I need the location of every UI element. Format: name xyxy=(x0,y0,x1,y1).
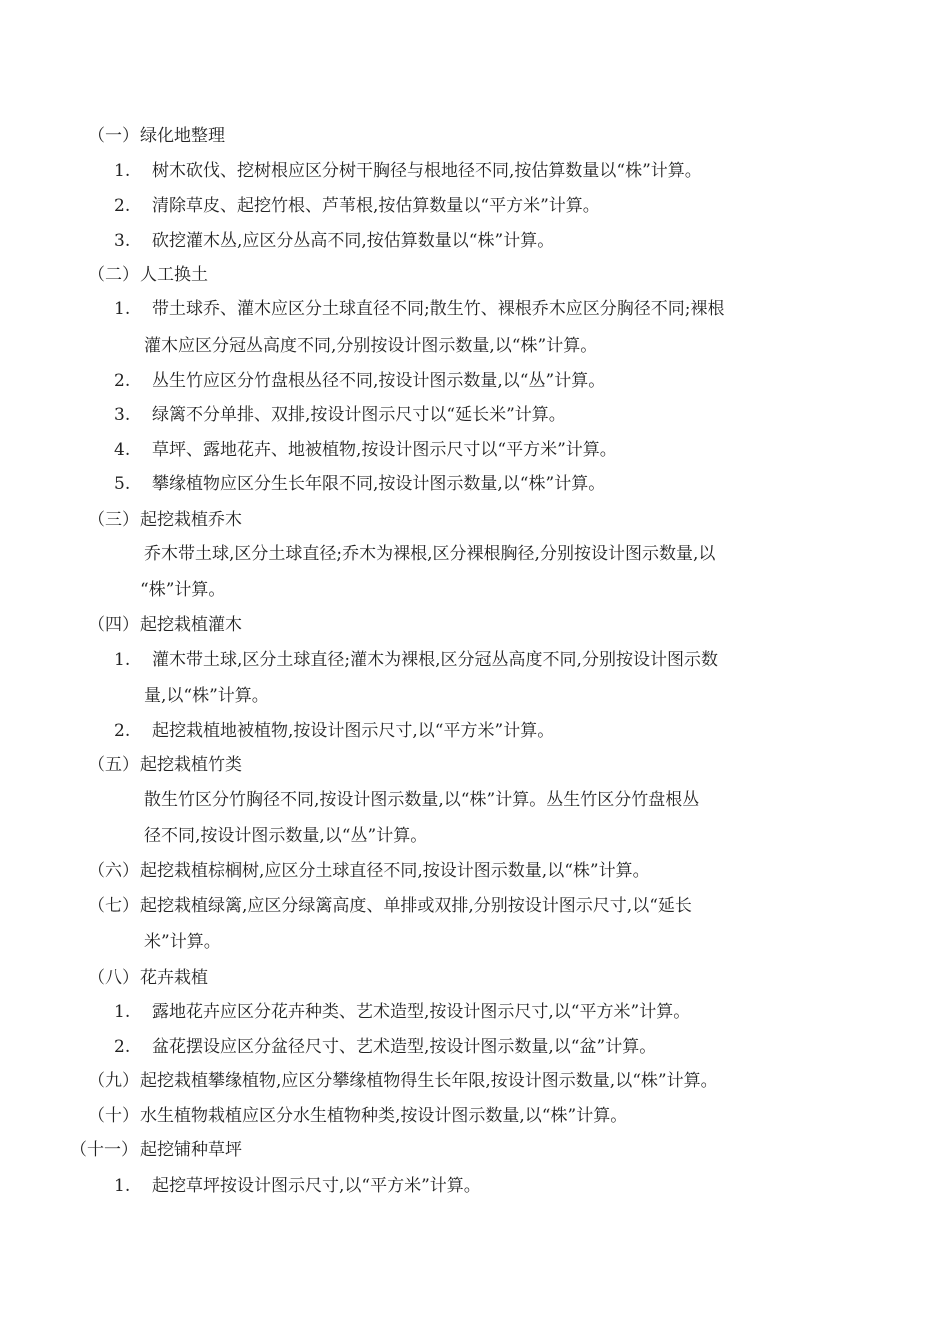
item-number: 3. xyxy=(114,405,131,425)
section-number: （十） xyxy=(88,1106,139,1126)
item-text: 清除草皮、起挖竹根、芦苇根,按估算数量以“平方米”计算。 xyxy=(152,196,600,216)
section-number: （二） xyxy=(88,265,139,285)
section-title: 起挖栽植绿篱,应区分绿篱高度、单排或双排,分别按设计图示尺寸,以“延长 xyxy=(140,896,692,916)
item-text: 丛生竹应区分竹盘根丛径不同,按设计图示数量,以“丛”计算。 xyxy=(152,371,606,391)
item-number: 2. xyxy=(114,371,131,391)
section-number: （九） xyxy=(88,1071,139,1091)
section-number: （六） xyxy=(88,861,139,881)
section-title: 花卉栽植 xyxy=(140,968,208,988)
section-title: 水生植物栽植应区分水生植物种类,按设计图示数量,以“株”计算。 xyxy=(140,1106,628,1126)
item-text: 露地花卉应区分花卉种类、艺术造型,按设计图示尺寸,以“平方米”计算。 xyxy=(152,1002,691,1022)
section-continuation: 米”计算。 xyxy=(144,932,221,952)
section-title: 起挖栽植棕榈树,应区分土球直径不同,按设计图示数量,以“株”计算。 xyxy=(140,861,650,881)
section-number: （四） xyxy=(88,615,139,635)
item-number: 2. xyxy=(114,1037,131,1057)
paragraph-line: 乔木带土球,区分土球直径;乔木为裸根,区分裸根胸径,分别按设计图示数量,以 xyxy=(144,544,716,564)
section-number: （五） xyxy=(88,755,139,775)
item-number: 2. xyxy=(114,721,131,741)
item-text: 盆花摆设应区分盆径尺寸、艺术造型,按设计图示数量,以“盆”计算。 xyxy=(152,1037,657,1057)
section-number: （一） xyxy=(88,126,139,146)
section-number: （八） xyxy=(88,968,139,988)
item-text: 绿篱不分单排、双排,按设计图示尺寸以“延长米”计算。 xyxy=(152,405,566,425)
item-number: 1. xyxy=(114,161,131,181)
item-number: 1. xyxy=(114,650,131,670)
item-number: 1. xyxy=(114,1176,131,1196)
section-number: （三） xyxy=(88,510,139,530)
item-text: 起挖栽植地被植物,按设计图示尺寸,以“平方米”计算。 xyxy=(152,721,555,741)
item-continuation: 灌木应区分冠丛高度不同,分别按设计图示数量,以“株”计算。 xyxy=(144,336,598,356)
paragraph-line: 径不同,按设计图示数量,以“丛”计算。 xyxy=(144,826,428,846)
item-number: 1. xyxy=(114,1002,131,1022)
item-text: 攀缘植物应区分生长年限不同,按设计图示数量,以“株”计算。 xyxy=(152,474,606,494)
item-continuation: 量,以“株”计算。 xyxy=(144,686,269,706)
item-text: 草坪、露地花卉、地被植物,按设计图示尺寸以“平方米”计算。 xyxy=(152,440,617,460)
item-text: 砍挖灌木丛,应区分丛高不同,按估算数量以“株”计算。 xyxy=(152,231,555,251)
paragraph-line: 散生竹区分竹胸径不同,按设计图示数量,以“株”计算。丛生竹区分竹盘根丛 xyxy=(144,790,700,810)
section-title: 绿化地整理 xyxy=(140,126,225,146)
item-text: 起挖草坪按设计图示尺寸,以“平方米”计算。 xyxy=(152,1176,481,1196)
item-number: 2. xyxy=(114,196,131,216)
item-text: 灌木带土球,区分土球直径;灌木为裸根,区分冠丛高度不同,分别按设计图示数 xyxy=(152,650,718,670)
section-title: 起挖栽植乔木 xyxy=(140,510,242,530)
item-text: 带土球乔、灌木应区分土球直径不同;散生竹、裸根乔木应区分胸径不同;裸根 xyxy=(152,299,725,319)
item-number: 3. xyxy=(114,231,131,251)
item-number: 5. xyxy=(114,474,131,494)
section-number: （十一） xyxy=(70,1140,138,1160)
section-title: 起挖栽植灌木 xyxy=(140,615,242,635)
section-title: 起挖栽植攀缘植物,应区分攀缘植物得生长年限,按设计图示数量,以“株”计算。 xyxy=(140,1071,718,1091)
section-number: （七） xyxy=(88,896,139,916)
paragraph-line: “株”计算。 xyxy=(140,580,226,600)
section-title: 人工换土 xyxy=(140,265,208,285)
item-number: 4. xyxy=(114,440,131,460)
item-text: 树木砍伐、挖树根应区分树干胸径与根地径不同,按估算数量以“株”计算。 xyxy=(152,161,702,181)
section-title: 起挖栽植竹类 xyxy=(140,755,242,775)
item-number: 1. xyxy=(114,299,131,319)
section-title: 起挖铺种草坪 xyxy=(140,1140,242,1160)
